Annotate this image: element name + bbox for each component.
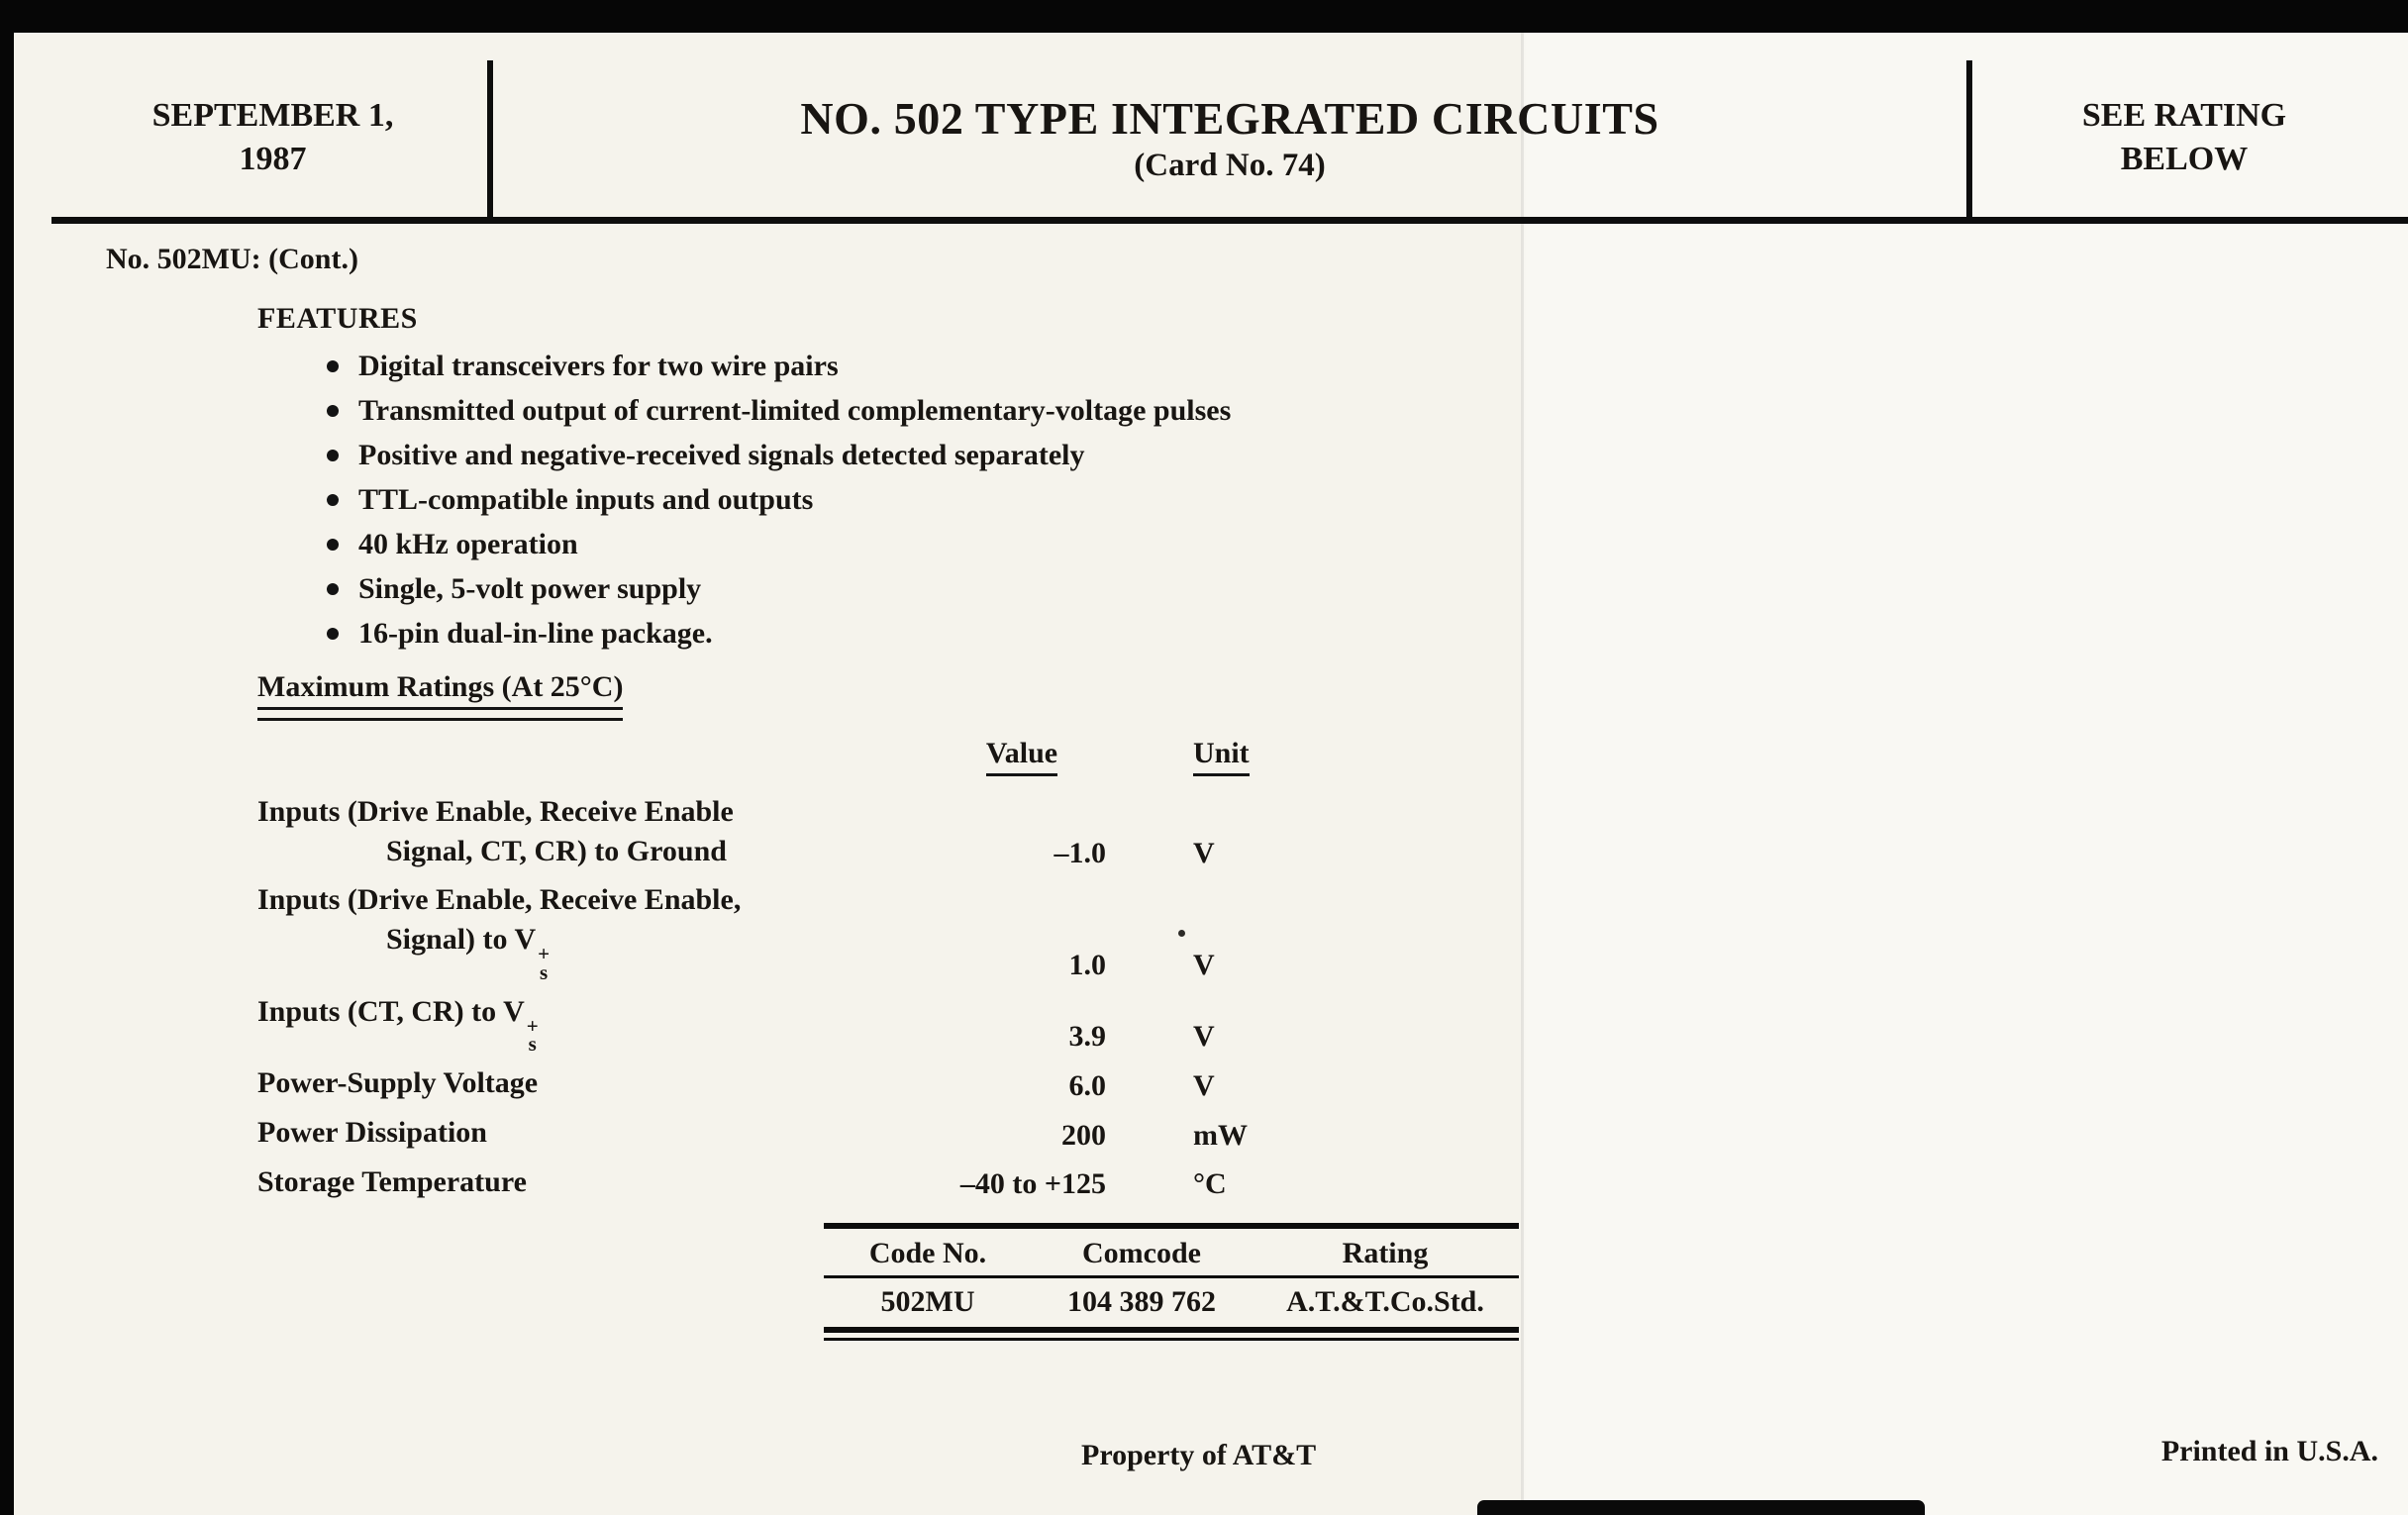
feature-text: TTL-compatible inputs and outputs — [358, 483, 814, 516]
features-section — [257, 302, 1231, 661]
feature-item — [327, 394, 1231, 428]
document-page — [14, 33, 2408, 1515]
printed-notice: Printed in U.S.A. — [2160, 1435, 2378, 1467]
rating-notice-line1: SEE RATING — [2081, 97, 2287, 135]
comcode-value: 104 389 762 — [1067, 1285, 1216, 1318]
ratings-table — [257, 737, 1386, 1201]
continuation-label: No. 502MU: (Cont.) — [106, 243, 358, 275]
feature-item — [327, 483, 1231, 517]
document-title: NO. 502 TYPE INTEGRATED CIRCUITS — [800, 92, 1659, 144]
feature-text: Transmitted output of current-limited complementary-voltage pulses — [358, 394, 1232, 427]
rating-value: 200 — [1061, 1118, 1106, 1152]
bullet-icon — [327, 450, 339, 461]
rating-row — [257, 1162, 1386, 1202]
masthead-rule — [51, 217, 2408, 224]
rating-label: Inputs (CT, CR) to V + s — [257, 994, 539, 1057]
feature-text: Single, 5-volt power supply — [358, 572, 702, 605]
code-table-bottom-rule — [824, 1338, 1519, 1341]
bullet-icon — [327, 494, 339, 506]
issue-date — [58, 58, 487, 217]
bullet-icon — [327, 405, 339, 417]
rating-label: Inputs (Drive Enable, Receive Enable, Signal) to V + s — [257, 883, 742, 984]
masthead-divider-right — [1966, 60, 1972, 219]
rating-label: Inputs (Drive Enable, Receive Enable Signal, CT, CR) to Ground — [257, 795, 734, 867]
rating-row — [257, 992, 1386, 1055]
rating-row — [257, 792, 1386, 870]
rating-value: –1.0 — [1054, 837, 1106, 870]
rating-row — [257, 880, 1386, 984]
bullet-icon — [327, 539, 339, 551]
feature-item — [327, 439, 1231, 472]
rating-row — [257, 1113, 1386, 1153]
scan-crease — [1521, 33, 1524, 1515]
rating-value: 6.0 — [1068, 1068, 1106, 1102]
rating-unit: °C — [1193, 1167, 1227, 1201]
property-notice: Property of AT&T — [1081, 1439, 1317, 1471]
code-table — [824, 1223, 1519, 1341]
v-supply-symbol: + s — [538, 941, 551, 984]
feature-text: Positive and negative-received signals detected separately — [358, 439, 1085, 471]
features-list — [327, 350, 1231, 651]
rating-label: Power Dissipation — [257, 1115, 487, 1149]
rating-notice — [1974, 58, 2394, 217]
feature-text: Digital transceivers for two wire pairs — [358, 350, 839, 382]
rating-value: 3.9 — [1068, 1020, 1106, 1054]
feature-item — [327, 617, 1231, 651]
code-table-data-row — [824, 1278, 1519, 1333]
document-subtitle: (Card No. 74) — [1134, 147, 1326, 183]
rating-value: –40 to +125 — [959, 1167, 1106, 1201]
v-supply-symbol: + s — [526, 1013, 539, 1057]
feature-item — [327, 528, 1231, 561]
feature-item — [327, 572, 1231, 606]
scan-smudge — [1477, 1500, 1925, 1515]
rating-unit: V — [1193, 1020, 1215, 1054]
issue-date-line2: 1987 — [239, 141, 307, 177]
rating-unit: V — [1193, 837, 1215, 870]
code-table-header-row — [824, 1229, 1519, 1278]
rating-value: 1.0 — [1068, 948, 1106, 981]
unit-column-header: Unit — [1193, 737, 1250, 776]
rating-unit: V — [1193, 948, 1215, 981]
value-column-header: Value — [986, 737, 1057, 776]
rating-label: Power-Supply Voltage — [257, 1066, 539, 1100]
masthead-divider-left — [487, 60, 493, 219]
bullet-icon — [327, 628, 339, 640]
masthead — [14, 58, 2408, 217]
masthead-title-block — [495, 58, 1964, 217]
ratings-heading: Maximum Ratings (At 25°C) — [257, 670, 1386, 721]
ink-speck — [1178, 930, 1185, 937]
rating-unit: mW — [1193, 1118, 1248, 1152]
rating-header: Rating — [1342, 1237, 1429, 1269]
issue-date-line1: SEPTEMBER 1, — [151, 97, 394, 135]
feature-item — [327, 350, 1231, 383]
feature-text: 40 kHz operation — [358, 528, 578, 560]
maximum-ratings-section — [257, 670, 1386, 1211]
rating-notice-line2: BELOW — [2120, 141, 2249, 177]
feature-text: 16-pin dual-in-line package. — [358, 617, 713, 650]
rating-label: Storage Temperature — [257, 1164, 527, 1198]
rating-value: A.T.&T.Co.Std. — [1286, 1285, 1484, 1318]
code-no-value: 502MU — [880, 1285, 975, 1318]
rating-row — [257, 1063, 1386, 1103]
bullet-icon — [327, 583, 339, 595]
bullet-icon — [327, 360, 339, 372]
ratings-header-row — [257, 737, 1386, 776]
code-no-header: Code No. — [868, 1237, 987, 1269]
rating-unit: V — [1193, 1068, 1215, 1102]
features-heading: FEATURES — [257, 302, 418, 335]
comcode-header: Comcode — [1082, 1237, 1201, 1269]
